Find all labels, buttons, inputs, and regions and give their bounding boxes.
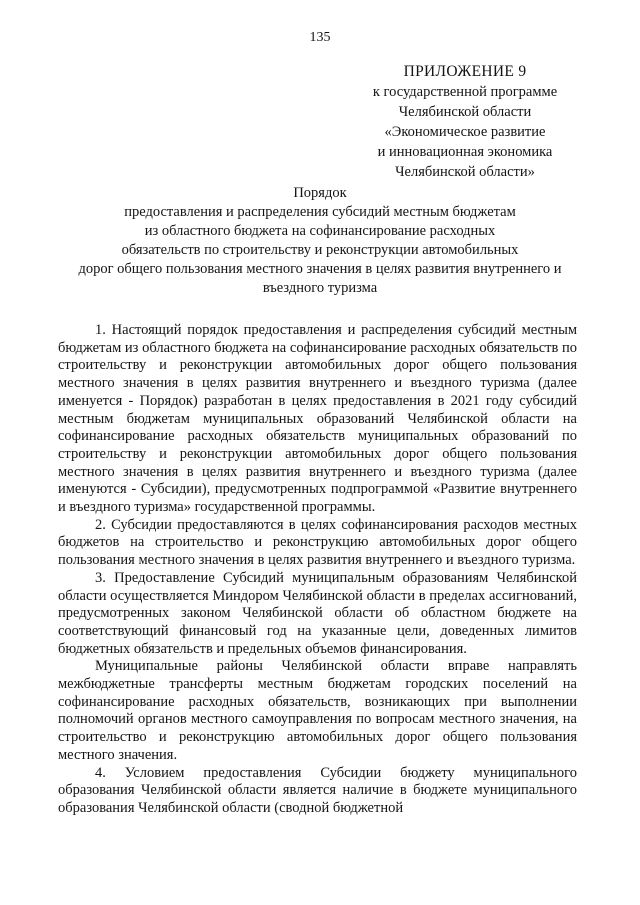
document-title [40,184,600,298]
paragraph: 3. Предоставление Субсидий муниципальным образованиям Челябинской области осуществляется Миндором Челябинской области в пределах ассигнований, предусмотренных законом Челябинской области об областном бюджете на соответствующий финансовый год на указанные цели, доведенных лимитов бюджетных обязательств и предельных объемов финансирования. [58,569,577,657]
annex-line: к государственной программе [372,84,558,100]
document-title-line: въездного туризма [262,280,378,296]
annex-line: Челябинской области [398,104,532,120]
document-title-line: предоставления и распределения субсидий местным бюджетам [124,204,516,220]
document-title-line: обязательств по строительству и реконструкции автомобильных [121,242,519,258]
annex-line: Челябинской области» [395,164,535,180]
paragraph: 4. Условием предоставления Субсидии бюджету муниципального образования Челябинской области является наличие в бюджете муниципального образования Челябинской области (сводной бюджетной [58,764,577,816]
annex-line: «Экономическое развитие [384,124,546,140]
annex-block [350,62,580,182]
page-number: 135 [309,30,331,45]
annex-title: ПРИЛОЖЕНИЕ 9 [403,63,527,80]
document-title-line: из областного бюджета на софинансирование расходных [144,223,496,239]
paragraph: 1. Настоящий порядок предоставления и распределения субсидий местным бюджетам из областного бюджета на софинансирование расходных обязательств по строительству и реконструкции автомобильных дорог общего пользования местного значения в целях развития внутреннего и въездного туризма (далее именуется - Порядок) разработан в целях предоставления в 2021 году субсидий местным бюджетам муниципальных образований Челябинской области на софинансирование расходных обязательств муниципальных образований по строительству и реконструкции автомобильных дорог общего пользования местного значения в целях развития внутреннего и въездного туризма (далее именуются - Субсидии), предусмотренных подпрограммой «Развитие внутреннего и въездного туризма» государственной программы. [58,322,577,516]
paragraph: 2. Субсидии предоставляются в целях софинансирования расходов местных бюджетов на строительство и реконструкцию автомобильных дорог общего пользования местного значения в целях развития внутреннего и въездного туризма. [58,516,577,569]
annex-line: и инновационная экономика [377,144,553,160]
document-body [58,322,577,818]
document-heading: Порядок [293,185,347,201]
paragraph: Муниципальные районы Челябинской области вправе направлять межбюджетные трансферты местным бюджетам городских поселений на софинансирование расходных обязательств, возникающих при выполнении полномочий органов местного самоуправления по вопросам местного значения, на строительство и реконструкцию автомобильных дорог общего пользования местного значения. [58,658,577,763]
document-title-line: дорог общего пользования местного значения в целях развития внутреннего и [78,261,562,277]
